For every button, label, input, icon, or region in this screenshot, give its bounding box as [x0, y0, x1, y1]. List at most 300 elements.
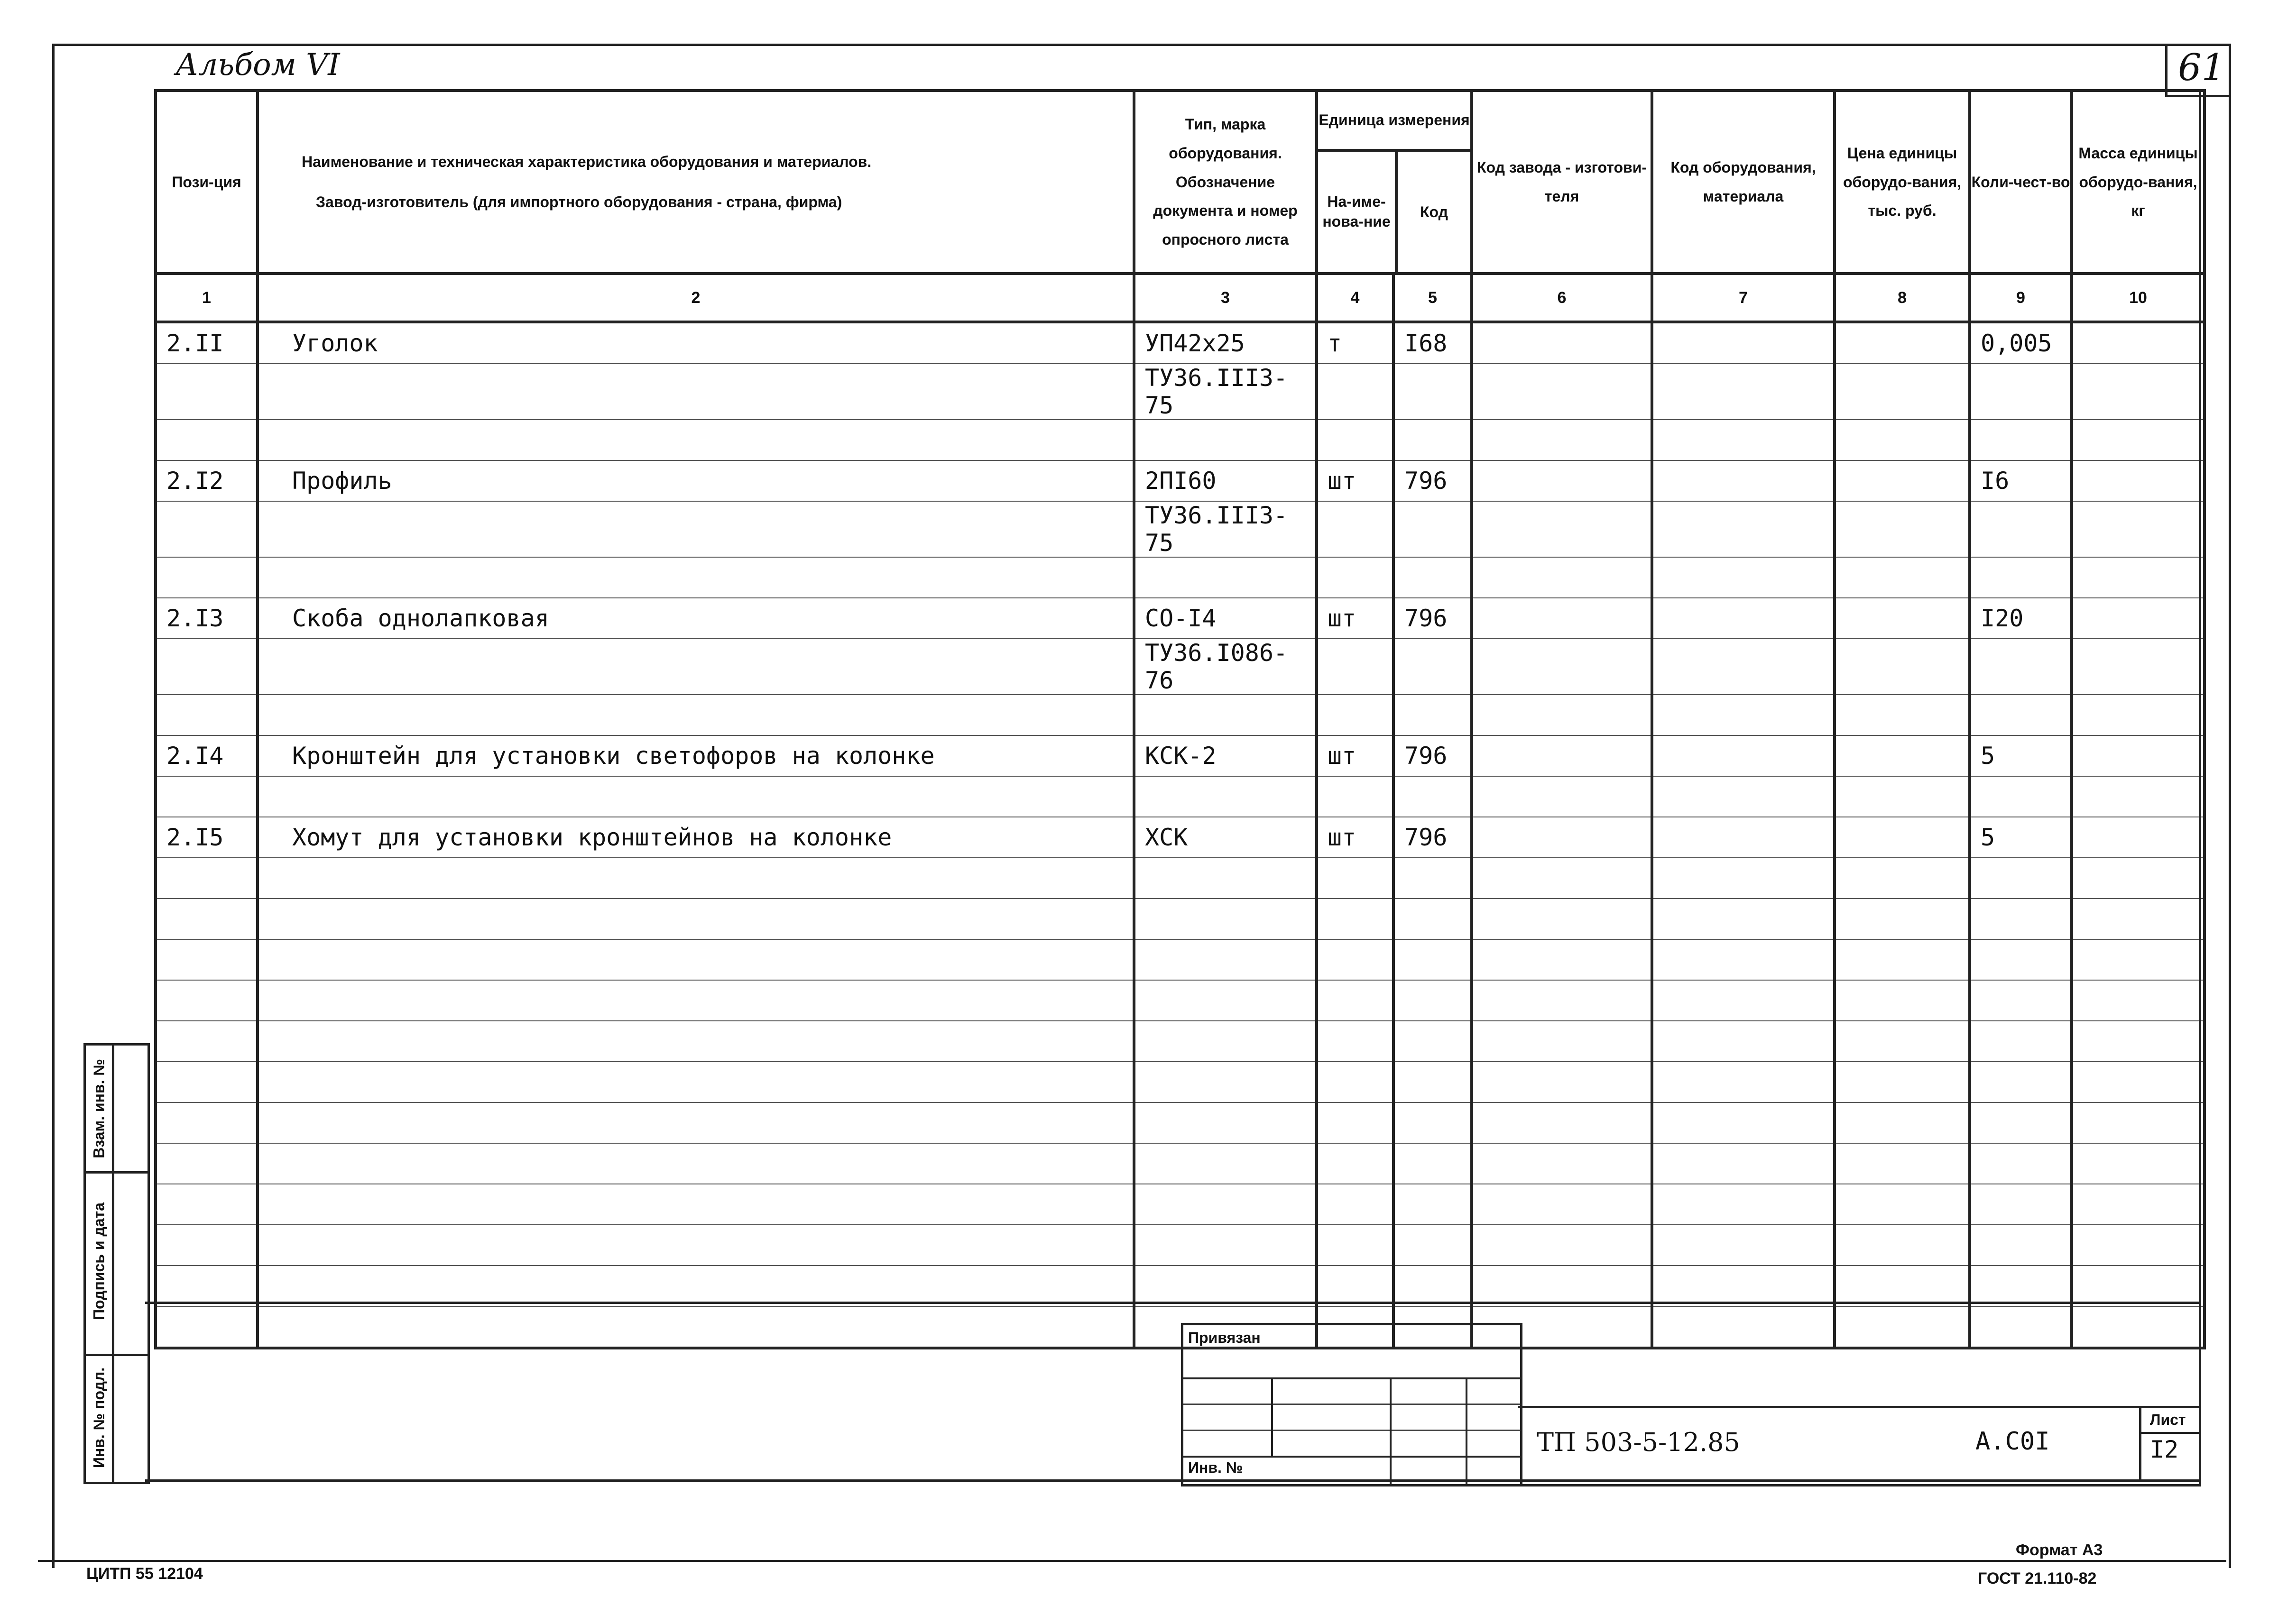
- cell-equipment-code: [1652, 695, 1835, 735]
- cell-type: 2ПI60: [1134, 460, 1317, 501]
- cell-price: [1835, 858, 1970, 899]
- cell-price: [1835, 1143, 1970, 1184]
- table-row: [156, 460, 2204, 501]
- cell-mass: [2072, 557, 2204, 598]
- cell-type: [1134, 1021, 1317, 1062]
- cell-unit: [1317, 858, 1393, 899]
- footer-gost: ГОСТ 21.110-82: [1978, 1569, 2097, 1587]
- side-inv-orig-label: Инв. № подл.: [86, 1354, 114, 1482]
- table-row: [156, 1306, 2204, 1348]
- table-row: [156, 735, 2204, 776]
- col-number: 3: [1134, 274, 1317, 322]
- cell-quantity: [1970, 1143, 2072, 1184]
- cell-manufacturer-code: [1472, 817, 1652, 858]
- cell-position: [156, 639, 258, 695]
- cell-price: [1835, 939, 1970, 980]
- table-row: [156, 858, 2204, 899]
- cell-quantity: 5: [1970, 817, 2072, 858]
- table-body: [156, 322, 2204, 1348]
- cell-unit: [1317, 1102, 1393, 1143]
- table-row: [156, 939, 2204, 980]
- cell-manufacturer-code: [1472, 899, 1652, 939]
- cell-type: УП42х25: [1134, 322, 1317, 364]
- cell-quantity: 0,005: [1970, 322, 2072, 364]
- cell-code: [1393, 858, 1472, 899]
- cell-price: [1835, 695, 1970, 735]
- col-number: 5: [1393, 274, 1472, 322]
- cell-manufacturer-code: [1472, 557, 1652, 598]
- cell-type: СО-I4: [1134, 598, 1317, 639]
- cell-mass: [2072, 1102, 2204, 1143]
- cell-position: [156, 1143, 258, 1184]
- table-row: [156, 501, 2204, 557]
- table-row: [156, 980, 2204, 1021]
- cell-equipment-code: [1652, 1266, 1835, 1306]
- cell-code: [1393, 1143, 1472, 1184]
- cell-mass: [2072, 817, 2204, 858]
- stamp-inv-no: Инв. №: [1188, 1459, 1243, 1476]
- cell-price: [1835, 598, 1970, 639]
- side-inv-replace-label: Взам. инв. №: [86, 1046, 114, 1171]
- cell-manufacturer-code: [1472, 501, 1652, 557]
- cell-position: [156, 501, 258, 557]
- cell-mass: [2072, 598, 2204, 639]
- cell-unit: шт: [1317, 460, 1393, 501]
- cell-code: [1393, 1225, 1472, 1266]
- cell-name: [258, 501, 1134, 557]
- sheet-number: I2: [2150, 1436, 2179, 1463]
- cell-name: [258, 1021, 1134, 1062]
- table-row: [156, 1143, 2204, 1184]
- cell-code: [1393, 1062, 1472, 1102]
- cell-mass: [2072, 420, 2204, 460]
- cell-unit: [1317, 420, 1393, 460]
- cell-unit: [1317, 1021, 1393, 1062]
- cell-mass: [2072, 899, 2204, 939]
- cell-code: [1393, 980, 1472, 1021]
- cell-position: [156, 1306, 258, 1348]
- header-type: Тип, марка оборудования. Обозначение документа и номер опросного листа: [1134, 91, 1317, 274]
- cell-name: [258, 1306, 1134, 1348]
- cell-type: [1134, 695, 1317, 735]
- cell-code: [1393, 695, 1472, 735]
- cell-code: I68: [1393, 322, 1472, 364]
- cell-code: 796: [1393, 817, 1472, 858]
- cell-manufacturer-code: [1472, 939, 1652, 980]
- cell-unit: [1317, 501, 1393, 557]
- cell-equipment-code: [1652, 1021, 1835, 1062]
- header-name-line1: Наименование и техническая характеристика оборудования и материалов.: [302, 153, 872, 171]
- cell-price: [1835, 1266, 1970, 1306]
- cell-unit: [1317, 695, 1393, 735]
- cell-equipment-code: [1652, 899, 1835, 939]
- cell-quantity: [1970, 899, 2072, 939]
- cell-position: [156, 364, 258, 420]
- cell-manufacturer-code: [1472, 1102, 1652, 1143]
- cell-unit: [1317, 776, 1393, 817]
- cell-name: [258, 364, 1134, 420]
- cell-mass: [2072, 776, 2204, 817]
- cell-name: [258, 1102, 1134, 1143]
- header-unit: [1317, 91, 1472, 274]
- table-row: [156, 1184, 2204, 1225]
- cell-quantity: [1970, 776, 2072, 817]
- cell-position: [156, 1102, 258, 1143]
- frame-bottom-line: [38, 1560, 2226, 1562]
- cell-type: КСК-2: [1134, 735, 1317, 776]
- header-unit-top: Единица измерения: [1318, 92, 1470, 152]
- cell-type: [1134, 899, 1317, 939]
- cell-mass: [2072, 695, 2204, 735]
- cell-equipment-code: [1652, 980, 1835, 1021]
- cell-name: [258, 1225, 1134, 1266]
- cell-code: [1393, 899, 1472, 939]
- cell-quantity: 5: [1970, 735, 2072, 776]
- table-row: [156, 598, 2204, 639]
- column-number-row: [156, 274, 2204, 322]
- cell-name: [258, 1062, 1134, 1102]
- cell-manufacturer-code: [1472, 776, 1652, 817]
- cell-equipment-code: [1652, 1306, 1835, 1348]
- cell-unit: [1317, 1143, 1393, 1184]
- cell-price: [1835, 735, 1970, 776]
- table-row: [156, 817, 2204, 858]
- table-bottom-line: [145, 1302, 2201, 1304]
- cell-equipment-code: [1652, 364, 1835, 420]
- cell-equipment-code: [1652, 460, 1835, 501]
- cell-code: 796: [1393, 735, 1472, 776]
- cell-price: [1835, 322, 1970, 364]
- cell-position: [156, 1062, 258, 1102]
- cell-code: [1393, 557, 1472, 598]
- cell-unit: шт: [1317, 817, 1393, 858]
- side-inv-orig: [83, 1354, 150, 1484]
- cell-unit: [1317, 639, 1393, 695]
- cell-position: [156, 899, 258, 939]
- cell-price: [1835, 980, 1970, 1021]
- cell-manufacturer-code: [1472, 639, 1652, 695]
- cell-price: [1835, 1184, 1970, 1225]
- cell-price: [1835, 899, 1970, 939]
- cell-name: [258, 695, 1134, 735]
- header-quantity: Коли-чест-во: [1970, 91, 2072, 274]
- cell-name: Уголок: [258, 322, 1134, 364]
- cell-name: [258, 1143, 1134, 1184]
- col-number: 4: [1317, 274, 1393, 322]
- cell-position: 2.I4: [156, 735, 258, 776]
- cell-price: [1835, 460, 1970, 501]
- cell-type: [1134, 1225, 1317, 1266]
- cell-quantity: [1970, 1184, 2072, 1225]
- album-label: Альбом VI: [175, 47, 340, 83]
- cell-name: [258, 899, 1134, 939]
- cell-position: 2.I3: [156, 598, 258, 639]
- cell-mass: [2072, 501, 2204, 557]
- cell-quantity: I6: [1970, 460, 2072, 501]
- cell-quantity: [1970, 557, 2072, 598]
- cell-name: [258, 557, 1134, 598]
- side-inv-replace: [83, 1043, 150, 1174]
- cell-manufacturer-code: [1472, 364, 1652, 420]
- side-signature-label: Подпись и дата: [86, 1169, 114, 1354]
- table-row: [156, 1225, 2204, 1266]
- cell-price: [1835, 817, 1970, 858]
- cell-price: [1835, 501, 1970, 557]
- cell-name: [258, 980, 1134, 1021]
- header-name-line2: Завод-изготовитель (для импортного оборудования - страна, фирма): [316, 193, 842, 211]
- specification-table: [154, 89, 2206, 1349]
- cell-price: [1835, 420, 1970, 460]
- header-mass: Масса единицы оборудо-вания, кг: [2072, 91, 2204, 274]
- cell-quantity: [1970, 1021, 2072, 1062]
- cell-position: [156, 1021, 258, 1062]
- cell-price: [1835, 557, 1970, 598]
- cell-equipment-code: [1652, 1143, 1835, 1184]
- table-row: [156, 776, 2204, 817]
- cell-position: [156, 557, 258, 598]
- cell-position: [156, 939, 258, 980]
- table-row: [156, 1021, 2204, 1062]
- cell-mass: [2072, 1266, 2204, 1306]
- cell-type: [1134, 1143, 1317, 1184]
- cell-equipment-code: [1652, 1184, 1835, 1225]
- cell-type: [1134, 1102, 1317, 1143]
- cell-code: [1393, 1102, 1472, 1143]
- cell-equipment-code: [1652, 1225, 1835, 1266]
- table-row: [156, 639, 2204, 695]
- cell-unit: [1317, 1062, 1393, 1102]
- header-name: [258, 91, 1134, 274]
- cell-position: [156, 776, 258, 817]
- cell-type: [1134, 939, 1317, 980]
- cell-unit: [1317, 364, 1393, 420]
- cell-code: [1393, 501, 1472, 557]
- doc-mark: А.С0I: [1975, 1427, 2050, 1456]
- cell-equipment-code: [1652, 639, 1835, 695]
- cell-quantity: [1970, 980, 2072, 1021]
- frame-inner-right: [2199, 89, 2201, 1482]
- cell-position: 2.I2: [156, 460, 258, 501]
- cell-type: [1134, 858, 1317, 899]
- cell-name: [258, 858, 1134, 899]
- col-number: 6: [1472, 274, 1652, 322]
- cell-unit: шт: [1317, 598, 1393, 639]
- cell-mass: [2072, 1062, 2204, 1102]
- cell-code: [1393, 776, 1472, 817]
- cell-quantity: [1970, 1306, 2072, 1348]
- cell-mass: [2072, 1225, 2204, 1266]
- cell-unit: т: [1317, 322, 1393, 364]
- col-number: 8: [1835, 274, 1970, 322]
- table-row: [156, 557, 2204, 598]
- cell-code: [1393, 1021, 1472, 1062]
- binding-stamp: [1181, 1323, 1522, 1486]
- cell-mass: [2072, 1021, 2204, 1062]
- cell-position: [156, 1225, 258, 1266]
- cell-mass: [2072, 1143, 2204, 1184]
- cell-code: [1393, 639, 1472, 695]
- cell-unit: [1317, 1266, 1393, 1306]
- cell-code: [1393, 420, 1472, 460]
- cell-manufacturer-code: [1472, 420, 1652, 460]
- cell-position: [156, 858, 258, 899]
- cell-manufacturer-code: [1472, 1184, 1652, 1225]
- cell-manufacturer-code: [1472, 980, 1652, 1021]
- title-block: [1518, 1406, 2201, 1486]
- cell-price: [1835, 776, 1970, 817]
- cell-name: Хомут для установки кронштейнов на колонке: [258, 817, 1134, 858]
- table-row: [156, 899, 2204, 939]
- cell-code: 796: [1393, 460, 1472, 501]
- cell-type: [1134, 420, 1317, 460]
- cell-position: 2.II: [156, 322, 258, 364]
- cell-mass: [2072, 1184, 2204, 1225]
- cell-name: [258, 420, 1134, 460]
- col-number: 2: [258, 274, 1134, 322]
- cell-type: ТУ36.III3-75: [1134, 364, 1317, 420]
- cell-manufacturer-code: [1472, 1062, 1652, 1102]
- cell-equipment-code: [1652, 598, 1835, 639]
- cell-unit: [1317, 1184, 1393, 1225]
- cell-type: [1134, 1184, 1317, 1225]
- cell-mass: [2072, 980, 2204, 1021]
- page-number: 61: [2178, 46, 2225, 89]
- cell-equipment-code: [1652, 735, 1835, 776]
- cell-equipment-code: [1652, 1102, 1835, 1143]
- cell-manufacturer-code: [1472, 1021, 1652, 1062]
- cell-manufacturer-code: [1472, 695, 1652, 735]
- cell-quantity: [1970, 858, 2072, 899]
- cell-equipment-code: [1652, 322, 1835, 364]
- table-row: [156, 695, 2204, 735]
- cell-mass: [2072, 364, 2204, 420]
- cell-name: [258, 1266, 1134, 1306]
- stamp-privyazan: Привязан: [1188, 1329, 1261, 1346]
- cell-name: [258, 776, 1134, 817]
- cell-equipment-code: [1652, 557, 1835, 598]
- cell-price: [1835, 1062, 1970, 1102]
- cell-name: Кронштейн для установки светофоров на колонке: [258, 735, 1134, 776]
- footer-left: ЦИТП 55 12104: [86, 1565, 203, 1583]
- cell-name: [258, 939, 1134, 980]
- cell-type: [1134, 557, 1317, 598]
- sheet-label: Лист: [2150, 1411, 2186, 1428]
- cell-quantity: [1970, 639, 2072, 695]
- cell-code: [1393, 939, 1472, 980]
- cell-quantity: [1970, 1102, 2072, 1143]
- cell-manufacturer-code: [1472, 1266, 1652, 1306]
- cell-unit: [1317, 980, 1393, 1021]
- cell-mass: [2072, 322, 2204, 364]
- cell-code: [1393, 1184, 1472, 1225]
- cell-price: [1835, 1306, 1970, 1348]
- cell-quantity: [1970, 695, 2072, 735]
- cell-equipment-code: [1652, 501, 1835, 557]
- cell-equipment-code: [1652, 817, 1835, 858]
- cell-type: ТУ36.III3-75: [1134, 501, 1317, 557]
- cell-equipment-code: [1652, 858, 1835, 899]
- cell-quantity: [1970, 364, 2072, 420]
- cell-price: [1835, 364, 1970, 420]
- cell-manufacturer-code: [1472, 735, 1652, 776]
- cell-quantity: [1970, 1062, 2072, 1102]
- cell-quantity: [1970, 501, 2072, 557]
- cell-manufacturer-code: [1472, 858, 1652, 899]
- col-number: 9: [1970, 274, 2072, 322]
- header-unit-name: На-име-нова-ние: [1318, 152, 1398, 272]
- col-number: 10: [2072, 274, 2204, 322]
- table-row: [156, 322, 2204, 364]
- footer-format: Формат А3: [2016, 1541, 2103, 1559]
- cell-equipment-code: [1652, 939, 1835, 980]
- cell-quantity: [1970, 939, 2072, 980]
- cell-code: 796: [1393, 598, 1472, 639]
- table-row: [156, 1102, 2204, 1143]
- table-row: [156, 1266, 2204, 1306]
- cell-type: [1134, 1266, 1317, 1306]
- cell-type: [1134, 980, 1317, 1021]
- header-manufacturer-code: Код завода - изготови-теля: [1472, 91, 1652, 274]
- cell-equipment-code: [1652, 776, 1835, 817]
- table-row: [156, 364, 2204, 420]
- cell-manufacturer-code: [1472, 460, 1652, 501]
- cell-position: [156, 420, 258, 460]
- table-row: [156, 1062, 2204, 1102]
- cell-unit: [1317, 899, 1393, 939]
- cell-type: [1134, 776, 1317, 817]
- cell-position: [156, 695, 258, 735]
- cell-name: [258, 1184, 1134, 1225]
- cell-type: [1134, 1062, 1317, 1102]
- col-number: 1: [156, 274, 258, 322]
- cell-name: Профиль: [258, 460, 1134, 501]
- cell-price: [1835, 639, 1970, 695]
- header-price: Цена единицы оборудо-вания, тыс. руб.: [1835, 91, 1970, 274]
- cell-mass: [2072, 735, 2204, 776]
- cell-quantity: [1970, 1225, 2072, 1266]
- header-row: [156, 91, 2204, 274]
- cell-equipment-code: [1652, 1062, 1835, 1102]
- cell-quantity: [1970, 1266, 2072, 1306]
- cell-manufacturer-code: [1472, 1225, 1652, 1266]
- cell-position: [156, 1266, 258, 1306]
- cell-mass: [2072, 460, 2204, 501]
- cell-unit: [1317, 939, 1393, 980]
- header-position: Пози-ция: [156, 91, 258, 274]
- cell-position: [156, 980, 258, 1021]
- cell-mass: [2072, 939, 2204, 980]
- table-row: [156, 420, 2204, 460]
- cell-equipment-code: [1652, 420, 1835, 460]
- cell-name: Скоба однолапковая: [258, 598, 1134, 639]
- cell-mass: [2072, 1306, 2204, 1348]
- cell-manufacturer-code: [1472, 1143, 1652, 1184]
- cell-manufacturer-code: [1472, 598, 1652, 639]
- cell-mass: [2072, 858, 2204, 899]
- cell-type: ХСК: [1134, 817, 1317, 858]
- cell-unit: [1317, 1225, 1393, 1266]
- cell-unit: шт: [1317, 735, 1393, 776]
- cell-manufacturer-code: [1472, 322, 1652, 364]
- cell-price: [1835, 1225, 1970, 1266]
- doc-code: ТП 503-5-12.85: [1537, 1427, 1740, 1457]
- cell-name: [258, 639, 1134, 695]
- cell-position: 2.I5: [156, 817, 258, 858]
- side-signature: [83, 1169, 150, 1356]
- cell-position: [156, 1184, 258, 1225]
- cell-price: [1835, 1021, 1970, 1062]
- cell-quantity: I20: [1970, 598, 2072, 639]
